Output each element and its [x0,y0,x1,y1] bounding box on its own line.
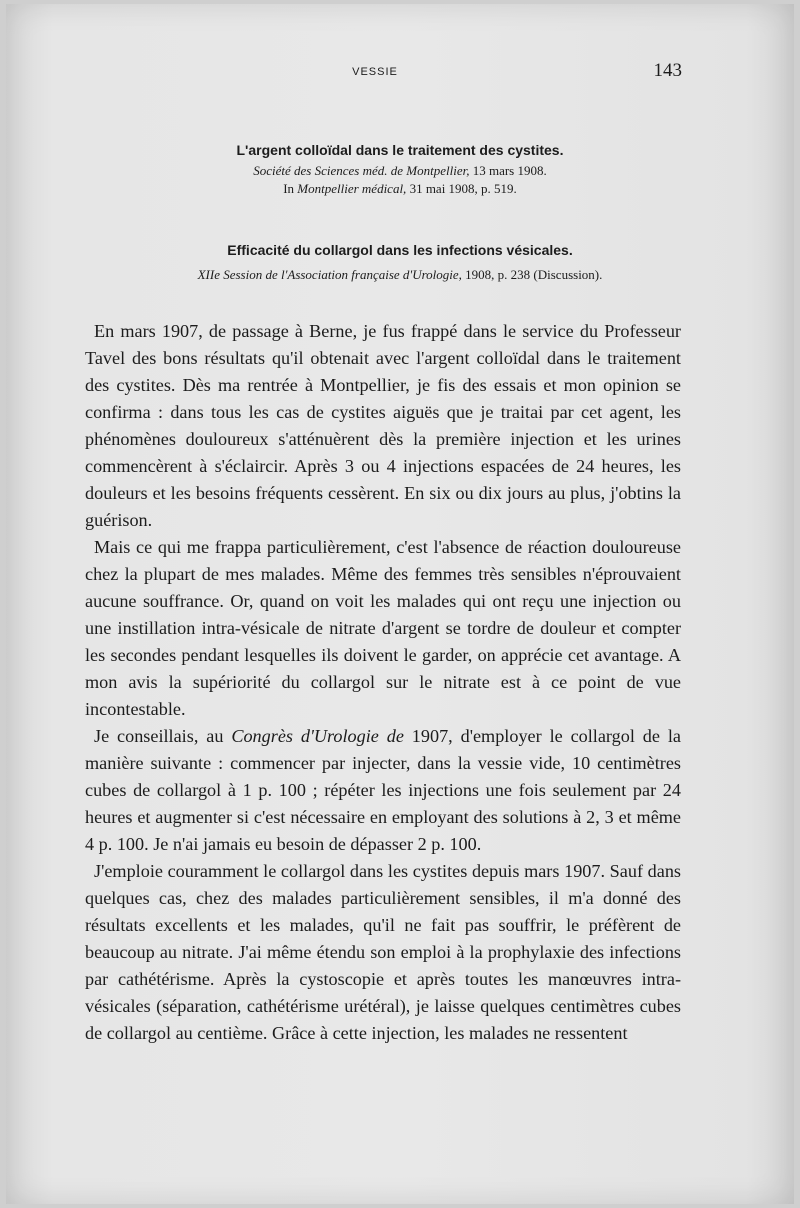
paragraph-2: Mais ce qui me frappa particulièrement, c'est l'absence de réaction douloureuse chez la plupart de mes malades. Même des femmes très sensibles n'éprouvaient aucune souffrance. Or, quand on voit les malades qui ont reçu une injection ou une instillation intra-vésicale de nitrate d'argent se tordre de douleur et compter les secondes pendant lesquelles ils doivent le garder, on apprécie cet avantage. A mon avis la supériorité du collargol sur le nitrate est à ce point de vue incontestable. [85,537,681,719]
reference-1-pub-italic: Montpellier médical, [297,181,407,196]
paragraph-3 [85,723,681,858]
reference-1-source-date: 13 mars 1908. [469,163,547,178]
paragraph-3-italic: Congrès d'Urologie de [231,726,404,746]
paragraph-1: En mars 1907, de passage à Berne, je fus frappé dans le service du Professeur Tavel des bons résultats qu'il obtenait avec l'argent colloïdal dans le traitement des cystites. Dès ma rentrée à Montpellier, je fis des essais et mon opinion se confirma : dans tous les cas de cystites aiguës que je traitai par cet agent, les phénomènes douloureux s'atténuèrent dès la première injection et les urines commencèrent à s'éclaircir. Après 3 ou 4 injections espacées de 24 heures, les douleurs et les besoins fréquents cessèrent. En six ou dix jours au plus, j'obtins la guérison. [85,321,681,530]
reference-1-pub-rest: 31 mai 1908, p. 519. [406,181,517,196]
reference-2-title: Efficacité du collargol dans les infections vésicales. [227,242,573,258]
reference-1-publication [60,178,740,200]
paragraph-3-start: Je conseillais, au [94,726,232,746]
reference-2-source-italic: XIIe Session de l'Association française d'Urologie, [197,267,462,282]
reference-block-2 [60,242,740,286]
paragraph-3-end: 1907, d'employer le collargol de la manière suivante : commencer par injecter, dans la vessie vide, 10 centimètres cubes de collargol à 1 p. 100 ; répéter les injections une fois seulement par 24 heures et augmenter si c'est nécessaire en employant des solutions à 2, 3 et même 4 p. 100. Je n'ai jamais eu besoin de dépasser 2 p. 100. [85,726,681,854]
paragraph-4: J'emploie couramment le collargol dans les cystites depuis mars 1907. Sauf dans quelques cas, chez des malades particulièrement sensibles, il m'a donné des résultats excellents et les malades, qu'il ne fait pas souffrir, le préfèrent de beaucoup au nitrate. J'ai même étendu son emploi à la prophylaxie des infections par cathétérisme. Après la cystoscopie et après toutes les manœuvres intra-vésicales (séparation, cathétérisme urétéral), je laisse quelques centimètres cubes de collargol au centième. Grâce à cette injection, les malades ne ressentent [85,861,681,1043]
page-number: 143 [653,60,682,81]
reference-1-source-italic: Société des Sciences méd. de Montpellier, [253,163,470,178]
reference-2-source [60,264,740,286]
article-body [85,318,681,1047]
reference-2-source-rest: 1908, p. 238 (Discussion). [461,267,603,282]
reference-block-1 [60,142,740,200]
reference-1-pub-prefix: In [283,181,298,196]
reference-1-title: L'argent colloïdal dans le traitement des cystites. [236,142,564,158]
running-head-title: VESSIE [352,66,398,78]
